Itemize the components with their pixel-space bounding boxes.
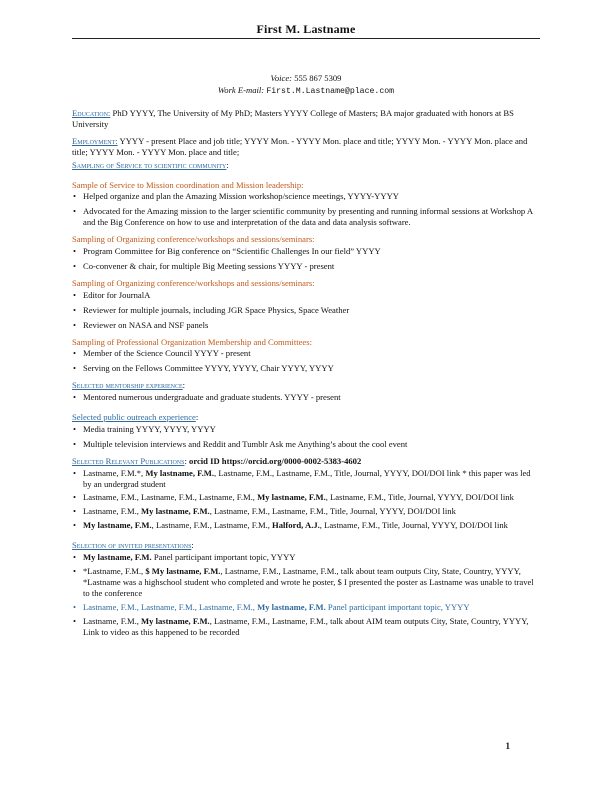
mission-heading: Sample of Service to Mission coordination and Mission leadership:: [72, 179, 304, 190]
outreach-label[interactable]: Selected public outreach experience: [72, 412, 196, 423]
talk-authors: *Lastname, F.M.,: [83, 566, 144, 576]
list-item-text: Co-convener & chair, for multiple Big Meeting sessions YYYY - present: [83, 260, 335, 271]
pub-self-author: My lastname, F.M.: [141, 506, 210, 517]
professional-heading: Sampling of Professional Organization Membership and Committees:: [72, 336, 312, 347]
presentations-label[interactable]: Selection of invited presentations: [72, 540, 192, 551]
talk-rest: Panel participant important topic, YYYY: [151, 552, 296, 563]
bullet-icon: •: [73, 260, 77, 271]
service-label-suffix: :: [226, 159, 229, 170]
talk-rest: Panel participant important topic, YYYY: [325, 601, 470, 612]
publications-label-suffix: :: [184, 455, 187, 466]
employment-section: [72, 136, 540, 158]
publication-item: [72, 492, 540, 503]
presentation-item: [72, 566, 540, 599]
list-item-text: Member of the Science Council YYYY - present: [83, 348, 251, 359]
education-text: PhD YYYY, The University of My PhD; Masters YYYY College of Masters; BA major graduated with honors at BS University: [72, 108, 514, 129]
list-item: [72, 424, 540, 435]
voice-number: 555 867 5309: [294, 73, 342, 83]
mentorship-list: [72, 392, 540, 403]
mission-list: [72, 191, 540, 228]
list-item-text: Media training YYYY, YYYY, YYYY: [83, 423, 216, 434]
talk-authors: Lastname, F.M.,: [83, 615, 139, 626]
organizing-heading-1: Sampling of Organizing conference/workshops and sessions/seminars:: [72, 234, 315, 245]
list-item-text: Serving on the Fellows Committee YYYY, YYYY, Chair YYYY, YYYY: [83, 363, 334, 374]
bullet-icon: •: [73, 348, 77, 359]
list-item: [72, 348, 540, 359]
header-rule: [72, 38, 540, 39]
email-line: [0, 85, 612, 98]
presentation-item: [72, 552, 540, 563]
talk-rest: , Lastname, F.M., Lastname, F.M., talk about team outputs City, State, Country, YYYY, *Lastname was a highschool student who completed and wrote he poster, $ I presented the poster as Lastname was unable to travel to the conference: [83, 566, 534, 598]
bullet-icon: •: [73, 615, 77, 626]
talk-self-author: My lastname, F.M.: [257, 601, 326, 612]
pub-authors: Lastname, F.M.,: [83, 506, 139, 517]
bullet-icon: •: [73, 438, 77, 449]
talk-self-author: My lastname, F.M.: [83, 552, 152, 563]
bullet-icon: •: [73, 191, 77, 202]
publications-list: [72, 468, 540, 532]
professional-list: [72, 348, 540, 374]
employment-text: YYYY - present Place and job title; YYYY Mon. - YYYY Mon. place and title; YYYY Mon. - YYYY Mon. place and title; YYYY Mon. - YYYY Mon. place and title;: [72, 135, 528, 157]
pub-self-author: My lastname, F.M.: [257, 492, 326, 503]
mentorship-heading: [72, 380, 540, 391]
list-item: [72, 206, 540, 228]
outreach-heading: [72, 412, 540, 423]
education-label[interactable]: Education:: [72, 108, 111, 118]
organizing-heading-2: Sampling of Organizing conference/workshops and sessions/seminars:: [72, 277, 315, 288]
bullet-icon: •: [73, 492, 77, 503]
list-item: [72, 305, 540, 316]
bullet-icon: •: [73, 304, 77, 315]
email-address[interactable]: First.M.Lastname@place.com: [266, 86, 395, 96]
bullet-icon: •: [73, 289, 77, 300]
bullet-icon: •: [73, 467, 77, 478]
presentations-heading: [72, 540, 540, 551]
talk-self-author: $ My lastname, F.M.: [145, 566, 221, 576]
presentations-label-suffix: :: [191, 540, 194, 551]
pub-rest: , Lastname, F.M., Title, Journal, YYYY, DOI/DOI link: [319, 520, 508, 531]
bullet-icon: •: [73, 506, 77, 517]
mentorship-label[interactable]: Selected mentorship experience: [72, 380, 183, 391]
pub-authors: Lastname, F.M., Lastname, F.M., Lastname, F.M.,: [83, 492, 255, 503]
pub-coauthor-bold: Halford, A.J.: [272, 520, 320, 531]
service-heading: [72, 160, 540, 171]
bullet-icon: •: [73, 601, 77, 612]
bullet-icon: •: [73, 552, 77, 563]
bullet-icon: •: [73, 363, 77, 374]
presentation-item[interactable]: [72, 602, 540, 613]
publication-item: [72, 520, 540, 531]
outreach-list: [72, 424, 540, 450]
talk-rest: , Lastname, F.M., Lastname, F.M., talk about AIM team outputs City, State, Country, YYYY, Link to video as this happened to be recorded: [83, 615, 529, 637]
bullet-icon: •: [73, 392, 77, 403]
list-item-text: Advocated for the Amazing mission to the larger scientific community by presenting and running informal sessions at Workshop A and the Big Conference on how to use and interpretation of the data and data analysis software.: [83, 206, 533, 228]
pub-self-author: My lastname, F.M.: [145, 467, 215, 478]
pub-rest: , Lastname, F.M., Lastname, F.M., Title, Journal, YYYY, DOI/DOI link * this paper was led by an undergrad student: [83, 467, 531, 489]
email-label: Work E-mail:: [217, 84, 265, 95]
bullet-icon: •: [73, 319, 77, 330]
list-item-text: Reviewer on NASA and NSF panels: [83, 319, 209, 330]
bullet-icon: •: [73, 566, 77, 576]
bullet-icon: •: [73, 246, 77, 257]
service-label[interactable]: Sampling of Service to scientific community: [72, 159, 227, 170]
outreach-label-suffix: :: [195, 412, 199, 423]
publications-label[interactable]: Selected Relevant Publications: [72, 455, 185, 466]
talk-authors: Lastname, F.M., Lastname, F.M., Lastname, F.M.,: [83, 601, 255, 612]
organizing-list-2: [72, 290, 540, 331]
list-item: [72, 290, 540, 301]
voice-line: [0, 73, 612, 85]
list-item-text: Reviewer for multiple journals, including JGR Space Physics, Space Weather: [83, 304, 350, 315]
presentations-list: [72, 552, 540, 637]
list-item: [72, 392, 540, 403]
employment-label[interactable]: Employment:: [72, 135, 118, 146]
list-item: [72, 363, 540, 374]
orcid-id[interactable]: orcid ID https://orcid.org/0000-0002-5383-4602: [189, 455, 362, 466]
list-item-text: Program Committee for Big conference on “Scientific Challenges In our field” YYYY: [83, 246, 381, 257]
document-title: First M. Lastname: [256, 22, 356, 36]
bullet-icon: •: [73, 206, 77, 217]
bullet-icon: •: [73, 423, 77, 434]
list-item-text: Helped organize and plan the Amazing Mission workshop/science meetings, YYYY-YYYY: [83, 191, 399, 202]
pub-self-author: My lastname, F.M.: [83, 520, 152, 531]
list-item-text: Editor for JournalA: [83, 289, 151, 300]
list-item: [72, 246, 540, 257]
list-item: [72, 320, 540, 331]
pub-authors: , Lastname, F.M., Lastname, F.M.,: [151, 520, 270, 531]
page-number: 1: [505, 741, 510, 751]
publications-heading: [72, 456, 540, 467]
publication-item: [72, 506, 540, 517]
list-item: [72, 439, 540, 450]
pub-authors: Lastname, F.M.*,: [83, 467, 144, 478]
bullet-icon: •: [73, 520, 77, 531]
list-item-text: Mentored numerous undergraduate and graduate students. YYYY - present: [83, 392, 341, 403]
contact-block: [0, 73, 612, 97]
cv-body: [72, 108, 540, 643]
talk-self-author: My lastname, F.M.: [141, 615, 210, 626]
list-item: [72, 261, 540, 272]
pub-rest: , Lastname, F.M., Title, Journal, YYYY, DOI/DOI link: [325, 492, 514, 503]
mentorship-label-suffix: :: [182, 380, 186, 391]
list-item: [72, 191, 540, 202]
voice-label: Voice:: [270, 73, 293, 83]
publication-item: [72, 468, 540, 490]
pub-rest: , Lastname, F.M., Lastname, F.M., Title, Journal, YYYY, DOI/DOI link: [209, 506, 456, 517]
education-section: [72, 108, 540, 130]
list-item-text: Multiple television interviews and Reddit and Tumblr Ask me Anything’s about the cool event: [83, 438, 408, 449]
organizing-list-1: [72, 246, 540, 272]
presentation-item: [72, 616, 540, 638]
